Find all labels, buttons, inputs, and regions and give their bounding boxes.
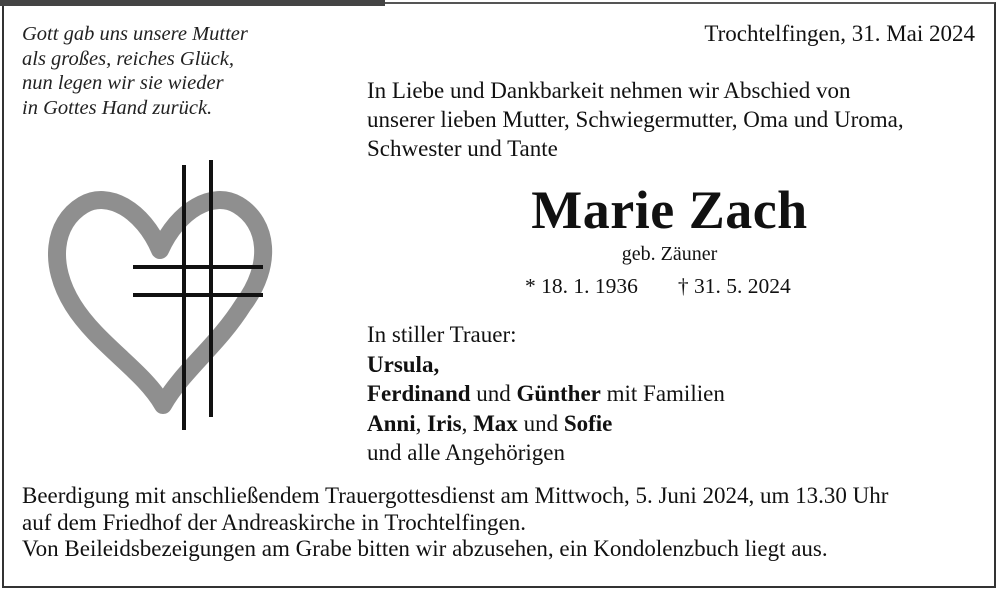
poem-line: in Gottes Hand zurück. bbox=[22, 96, 213, 119]
mourner-conjunction: und bbox=[517, 410, 564, 436]
mourner-name: Iris bbox=[427, 410, 462, 436]
heart-icon bbox=[57, 200, 263, 405]
mourner-line bbox=[367, 350, 725, 380]
place-date: Trochtelfingen, 31. Mai 2024 bbox=[704, 21, 975, 46]
mourners-heading: In stiller Trauer: bbox=[367, 322, 517, 347]
footer-line: Von Beileidsbezeigungen am Grabe bitten wir abzusehen, ein Kondolenzbuch liegt aus. bbox=[22, 536, 828, 561]
poem-line: nun legen wir sie wieder bbox=[22, 72, 224, 94]
mourner-name: Anni bbox=[367, 410, 416, 436]
mourner-name: Ursula, bbox=[367, 351, 440, 377]
maiden-name: geb. Zäuner bbox=[621, 243, 718, 265]
mourner-name: Sofie bbox=[563, 410, 613, 436]
birth-date: * 18. 1. 1936 bbox=[525, 274, 638, 298]
mourner-conjunction: und bbox=[470, 381, 517, 406]
mourner-name: Ferdinand bbox=[367, 381, 471, 406]
poem-line: als großes, reiches Glück, bbox=[22, 47, 234, 70]
mourners bbox=[367, 320, 725, 468]
mourner-line bbox=[367, 409, 725, 439]
mourner-name: Günther bbox=[516, 381, 601, 406]
top-rule bbox=[0, 0, 385, 6]
poem bbox=[22, 22, 248, 120]
intro-line: unserer lieben Mutter, Schwiegermutter, Oma und Uroma, bbox=[367, 107, 904, 132]
mourner-separator: , bbox=[415, 410, 428, 436]
life-dates bbox=[525, 274, 791, 299]
death-date: † 31. 5. 2024 bbox=[677, 274, 791, 298]
mourner-suffix: mit Familien bbox=[600, 381, 725, 406]
deceased-name: Marie Zach bbox=[531, 180, 808, 240]
mourners-closing: und alle Angehörigen bbox=[367, 440, 566, 465]
intro-line: Schwester und Tante bbox=[367, 136, 558, 161]
mourner-separator: , bbox=[461, 410, 474, 436]
footer-line: Beerdigung mit anschließendem Trauergottesdienst am Mittwoch, 5. Juni 2024, um 13.30 Uhr bbox=[22, 483, 889, 508]
intro-text bbox=[367, 76, 987, 163]
mourner-line bbox=[367, 379, 725, 409]
heart-with-cross-icon bbox=[48, 155, 278, 445]
intro-line: In Liebe und Dankbarkeit nehmen wir Abschied von bbox=[367, 78, 851, 103]
footer-line: auf dem Friedhof der Andreaskirche in Trochtelfingen. bbox=[22, 509, 526, 535]
funeral-details bbox=[22, 483, 888, 563]
poem-line: Gott gab uns unsere Mutter bbox=[22, 23, 248, 45]
mourner-name: Max bbox=[473, 410, 518, 436]
